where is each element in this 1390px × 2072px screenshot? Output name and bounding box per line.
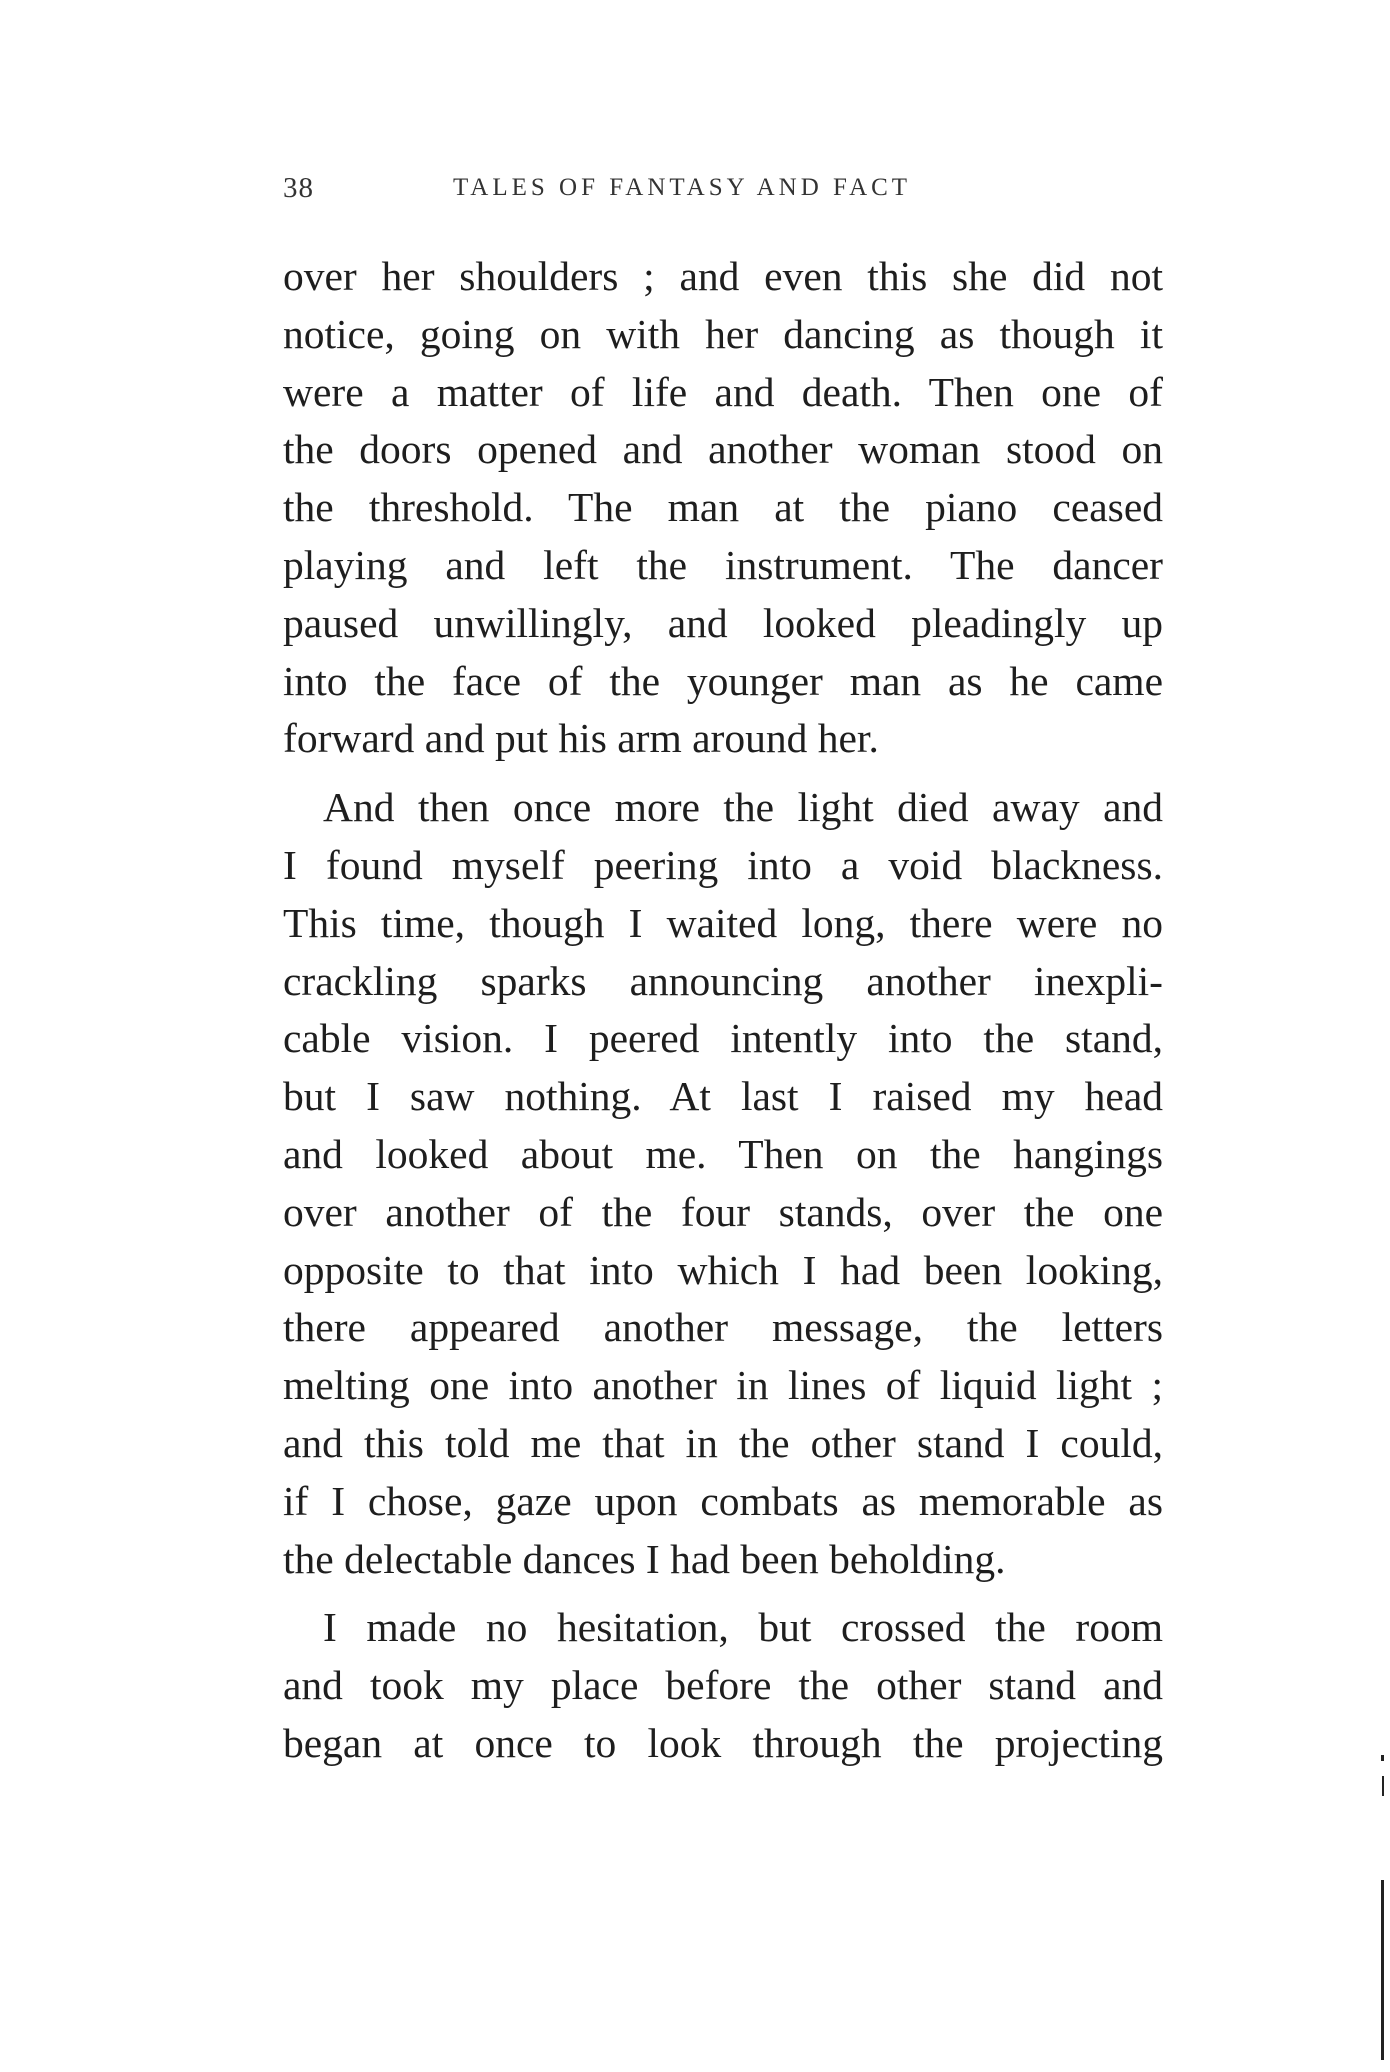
- paragraph: [283, 779, 1163, 1588]
- body-text: [283, 248, 1163, 1773]
- text-line: and this told me that in the other stand I could,: [283, 1419, 1163, 1466]
- text-line: cable vision. I peered intently into the stand,: [283, 1015, 1163, 1062]
- text-line: over her shoulders ; and even this she did not: [283, 253, 1163, 299]
- text-line: I found myself peering into a void blackness.: [283, 841, 1163, 888]
- paragraph: [283, 248, 1163, 768]
- text-line: over another of the four stands, over the one: [283, 1188, 1163, 1235]
- page-number: 38: [283, 172, 314, 204]
- text-line: crackling sparks announcing another inexpli-: [283, 957, 1163, 1004]
- text-line: forward and put his arm around her.: [283, 715, 879, 762]
- text-line: melting one into another in lines of liquid light ;: [283, 1362, 1163, 1409]
- text-line: were a matter of life and death. Then one of: [283, 368, 1163, 415]
- text-line: opposite to that into which I had been looking,: [283, 1246, 1163, 1293]
- text-line: the threshold. The man at the piano ceased: [283, 484, 1163, 531]
- text-line: if I chose, gaze upon combats as memorable as: [283, 1477, 1163, 1524]
- text-line: the delectable dances I had been beholding.: [283, 1535, 1006, 1582]
- running-head: [283, 172, 993, 212]
- paragraph: [283, 1599, 1163, 1772]
- text-line: And then once more the light died away and: [323, 784, 1163, 831]
- text-line: began at once to look through the projecting: [283, 1719, 1163, 1766]
- text-line: and looked about me. Then on the hangings: [283, 1130, 1163, 1177]
- text-line: but I saw nothing. At last I raised my head: [283, 1073, 1163, 1120]
- text-line: playing and left the instrument. The dancer: [283, 541, 1163, 588]
- running-title: TALES OF FANTASY AND FACT: [453, 174, 912, 201]
- scan-edge-mark: [1381, 1880, 1384, 2060]
- scan-edge-mark: [1381, 1755, 1384, 1761]
- text-line: the doors opened and another woman stood on: [283, 426, 1163, 473]
- text-line: This time, though I waited long, there were no: [283, 899, 1163, 946]
- text-line: I made no hesitation, but crossed the room: [323, 1604, 1163, 1651]
- text-line: there appeared another message, the letters: [283, 1304, 1163, 1351]
- scan-edge-mark: [1382, 1776, 1384, 1796]
- text-line: into the face of the younger man as he came: [283, 657, 1163, 704]
- text-line: and took my place before the other stand and: [283, 1662, 1163, 1709]
- text-line: notice, going on with her dancing as though it: [283, 310, 1163, 357]
- text-line: paused unwillingly, and looked pleadingly up: [283, 599, 1163, 646]
